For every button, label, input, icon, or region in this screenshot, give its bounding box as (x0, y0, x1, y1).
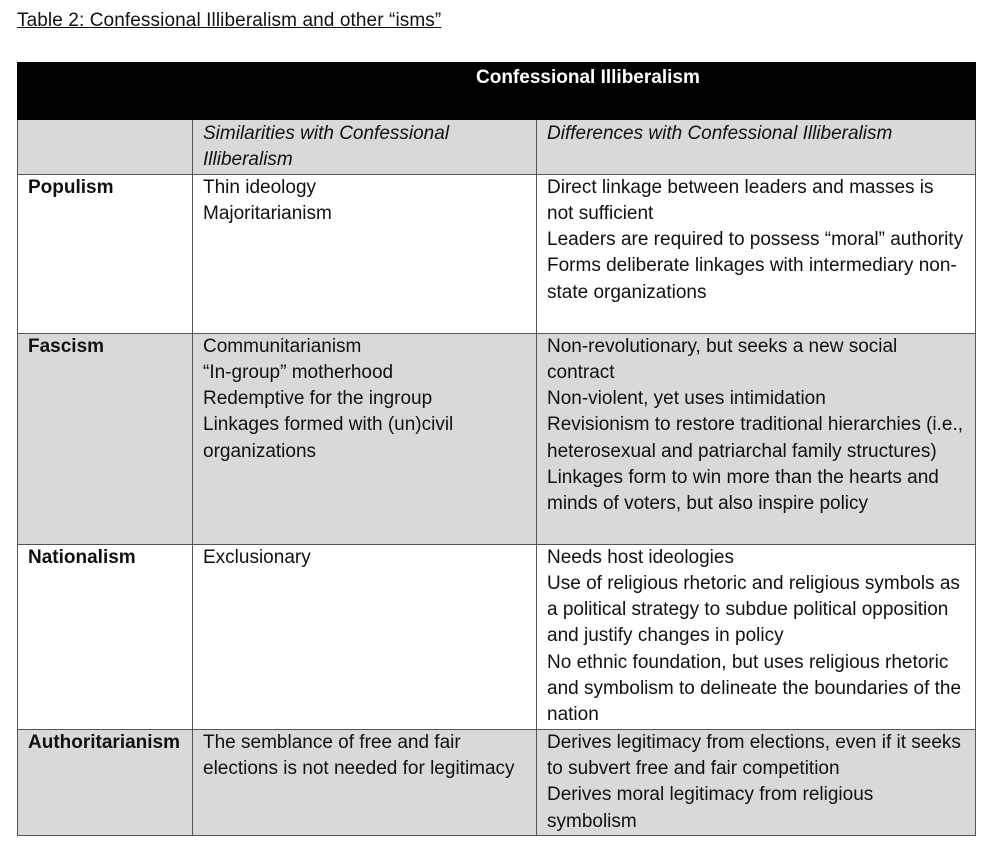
difference-item: Non-revolutionary, but seeks a new social contract (547, 335, 898, 383)
similarities-cell (193, 544, 537, 729)
difference-item: Revisionism to restore traditional hierarchies (i.e., heterosexual and patriarchal family structures) (547, 414, 964, 462)
comparison-table (17, 62, 976, 836)
differences-cell (537, 333, 976, 544)
difference-item: Leaders are required to possess “moral” authority (547, 229, 964, 251)
table-row (18, 174, 976, 333)
difference-item: Non-violent, yet uses intimidation (547, 388, 826, 410)
difference-item: No ethnic foundation, but uses religious rhetoric and symbolism to delineate the boundaries of the nation (547, 651, 962, 726)
banner-title: Confessional Illiberalism (476, 67, 700, 88)
differences-cell (537, 544, 976, 729)
similarity-item: Thin ideology (203, 176, 317, 198)
similarity-item: Exclusionary (203, 546, 311, 568)
header-similarities: Similarities with Confessional Illiberalism (193, 120, 537, 175)
similarity-item: Redemptive for the ingroup (203, 388, 433, 410)
difference-item: Needs host ideologies (547, 546, 734, 568)
similarities-cell (193, 729, 537, 835)
header-corner-cell (18, 120, 193, 175)
table-row (18, 333, 976, 544)
similarity-item: The semblance of free and fair elections is not needed for legitimacy (203, 731, 515, 779)
column-header-row (18, 120, 976, 175)
similarity-item: Communitarianism (203, 335, 362, 357)
similarities-cell (193, 333, 537, 544)
difference-item: Derives legitimacy from elections, even if it seeks to subvert free and fair competition (547, 731, 961, 779)
row-label-populism: Populism (18, 174, 193, 333)
difference-item: Forms deliberate linkages with intermediary non-state organizations (547, 255, 957, 303)
row-label-authoritarianism: Authoritarianism (18, 729, 193, 835)
banner-cell (18, 63, 976, 120)
row-label-fascism: Fascism (18, 333, 193, 544)
table-row (18, 544, 976, 729)
similarity-item: Linkages formed with (un)civil organizations (203, 414, 454, 462)
similarity-item: “In-group” motherhood (203, 361, 394, 383)
differences-cell (537, 174, 976, 333)
header-differences: Differences with Confessional Illiberalism (537, 120, 976, 175)
similarities-cell (193, 174, 537, 333)
difference-item: Derives moral legitimacy from religious symbolism (547, 784, 874, 832)
table-row (18, 729, 976, 835)
differences-cell (537, 729, 976, 835)
banner-row (18, 63, 976, 120)
row-label-nationalism: Nationalism (18, 544, 193, 729)
difference-item: Linkages form to win more than the hearts and minds of voters, but also inspire policy (547, 467, 939, 515)
table-caption: Table 2: Confessional Illiberalism and other “isms” (17, 10, 442, 31)
difference-item: Direct linkage between leaders and masses is not sufficient (547, 176, 934, 224)
similarity-item: Majoritarianism (203, 202, 332, 224)
difference-item: Use of religious rhetoric and religious symbols as a political strategy to subdue political opposition and justify changes in policy (547, 572, 960, 647)
